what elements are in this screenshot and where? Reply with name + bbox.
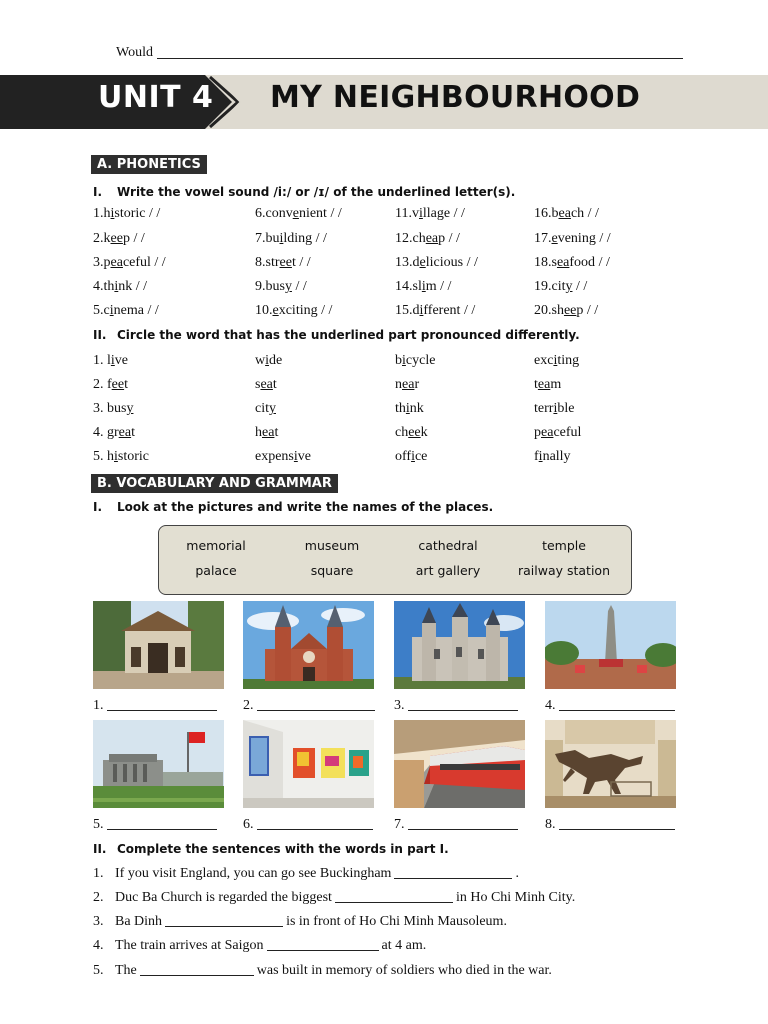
word-part: t	[274, 425, 279, 440]
item-number: 1.	[93, 353, 104, 368]
word-bank-word: art gallery	[415, 563, 481, 578]
word-part: / /	[583, 303, 599, 318]
task-number: I.	[93, 500, 103, 514]
underlined-letters: ea	[110, 255, 123, 270]
underlined-letters: i	[265, 353, 270, 368]
choice-word[interactable]	[395, 425, 428, 441]
word-part: b	[551, 206, 559, 221]
word-part: 17.	[534, 231, 552, 246]
word-part: p	[122, 231, 130, 246]
underlined-letters: i	[110, 206, 115, 221]
sentence-number: 5.	[93, 963, 104, 978]
word-part: t	[272, 377, 277, 392]
answer-blank[interactable]	[257, 816, 373, 830]
sentence-blank[interactable]	[165, 913, 283, 927]
word-part: ve	[297, 449, 311, 464]
underlined-letters: y	[284, 279, 292, 294]
word-part: r	[414, 377, 420, 392]
task-text: Look at the pictures and write the names of the places.	[117, 500, 494, 514]
picture-2-cathedral	[243, 601, 374, 689]
word-part: t	[131, 425, 135, 440]
choice-word[interactable]	[255, 377, 277, 393]
picture-answer-4	[545, 697, 675, 714]
word-part: ch	[395, 425, 409, 440]
choice-word[interactable]	[534, 353, 579, 369]
word-part: vening	[557, 231, 596, 246]
word-part: 11.	[395, 206, 412, 221]
choice-word[interactable]	[255, 425, 278, 441]
sentence-text-before: Ba Dinh	[115, 914, 163, 929]
sentence-number: 2.	[93, 890, 104, 905]
choice-word[interactable]	[93, 449, 149, 465]
task-number: I.	[93, 185, 103, 199]
item-number: 3.	[93, 401, 104, 416]
word-part: 2.	[93, 231, 104, 246]
underlined-letters: ea	[541, 425, 554, 440]
word-part: w	[255, 353, 266, 368]
vowel-item	[395, 279, 451, 295]
choice-word[interactable]	[534, 401, 574, 417]
word-part: b	[395, 353, 402, 368]
vowel-item	[395, 231, 460, 247]
top-prompt-line	[116, 44, 683, 61]
word-part: bus	[107, 401, 127, 416]
word-part: 7.	[255, 231, 266, 246]
word-part: ch	[412, 231, 426, 246]
sentence-text-after: at 4 am.	[381, 938, 427, 953]
sentence-text-before: The	[115, 963, 137, 978]
choice-word[interactable]	[255, 401, 276, 417]
word-part: m	[425, 279, 437, 294]
picture-answer-1	[93, 697, 217, 714]
word-part: bus	[265, 279, 285, 294]
word-part: th	[103, 279, 115, 294]
sentence-text-after: is in front of Ho Chi Minh Mausoleum.	[286, 914, 507, 929]
word-part: expens	[255, 449, 294, 464]
sentence-text-after: in Ho Chi Minh City.	[455, 890, 576, 905]
answer-blank[interactable]	[107, 697, 217, 711]
word-part: / /	[584, 206, 599, 221]
word-part: d	[412, 303, 420, 318]
word-part: lding	[283, 231, 313, 246]
underlined-letters: i	[411, 449, 415, 464]
underlined-letters: e	[292, 206, 299, 221]
word-part: 9.	[255, 279, 266, 294]
underlined-letters: ea	[537, 377, 551, 392]
vowel-item	[395, 255, 478, 271]
word-part: llage	[422, 206, 451, 221]
answer-number: 4.	[545, 698, 556, 713]
underlined-letters: i	[110, 353, 115, 368]
word-part: 3.	[93, 255, 104, 270]
sentence-item	[93, 865, 519, 882]
answer-blank[interactable]	[257, 697, 375, 711]
word-part: ce	[414, 449, 428, 464]
vowel-item	[93, 206, 160, 222]
word-part: cycle	[405, 353, 436, 368]
word-part: str	[265, 255, 280, 270]
word-part: h	[255, 425, 262, 440]
underlined-letters: ee	[110, 231, 123, 246]
answer-blank[interactable]	[559, 697, 675, 711]
word-part: m	[550, 377, 562, 392]
vowel-item	[255, 231, 327, 247]
word-part: sh	[551, 303, 564, 318]
word-part: 18.	[534, 255, 552, 270]
item-number: 2.	[93, 377, 104, 392]
word-part: gr	[107, 425, 119, 440]
answer-blank[interactable]	[408, 697, 518, 711]
word-part: t	[534, 377, 538, 392]
word-part: / /	[295, 255, 311, 270]
underlined-letters: i	[279, 231, 284, 246]
word-bank-word: cathedral	[418, 538, 478, 553]
sentence-blank[interactable]	[394, 865, 512, 879]
underlined-letters: i	[421, 279, 426, 294]
word-part: k	[103, 231, 111, 246]
underlined-letters: ea	[260, 377, 273, 392]
underlined-letters: i	[419, 303, 424, 318]
sentence-text-before: If you visit England, you can go see Buckingham	[115, 866, 392, 881]
answer-number: 7.	[394, 817, 405, 832]
underlined-letters: ea	[402, 377, 415, 392]
word-part: ceful	[553, 425, 582, 440]
word-part: / /	[150, 255, 166, 270]
vowel-item	[93, 303, 159, 319]
word-part: / /	[145, 206, 161, 221]
word-part: 20.	[534, 303, 552, 318]
word-part: / /	[436, 279, 452, 294]
word-part: ting	[557, 353, 580, 368]
vowel-item	[93, 279, 147, 295]
sentence-text-after: was built in memory of soldiers who died in the war.	[256, 963, 552, 978]
choice-word[interactable]	[395, 353, 435, 369]
sentence-text-before: The train arrives at Saigon	[115, 938, 264, 953]
sentence-number: 3.	[93, 914, 104, 929]
phonetics-task-2-instruction	[93, 328, 580, 342]
word-part: h	[103, 206, 111, 221]
word-part: / /	[143, 303, 159, 318]
picture-answer-6	[243, 816, 373, 833]
picture-answer-3	[394, 697, 518, 714]
word-part: licious	[425, 255, 464, 270]
underlined-letters: i	[553, 353, 558, 368]
word-part: 6.	[255, 206, 266, 221]
word-part: / /	[463, 255, 478, 270]
word-part: 4.	[93, 279, 104, 294]
underlined-letters: y	[269, 401, 276, 416]
vowel-item	[395, 206, 465, 222]
word-part: f	[534, 449, 539, 464]
underlined-letters: ea	[425, 231, 439, 246]
word-part: 16.	[534, 206, 552, 221]
word-part: p	[576, 303, 584, 318]
word-part: l	[107, 353, 111, 368]
word-part: 12.	[395, 231, 413, 246]
word-bank-box	[158, 525, 632, 595]
vowel-item	[534, 303, 598, 319]
word-part: / /	[572, 279, 588, 294]
choice-word[interactable]	[93, 353, 128, 369]
underlined-letters: ea	[558, 206, 571, 221]
word-part: conv	[265, 206, 293, 221]
word-part: p	[534, 425, 541, 440]
section-b-label: B. VOCABULARY AND GRAMMAR	[91, 474, 338, 493]
word-part: / /	[326, 206, 342, 221]
underlined-letters: ee	[279, 255, 292, 270]
sentence-blank[interactable]	[335, 889, 453, 903]
underlined-letters: ee	[563, 303, 577, 318]
vowel-item	[255, 303, 332, 319]
vocab-task-1-instruction	[93, 500, 493, 514]
vowel-item	[395, 303, 475, 319]
choice-word[interactable]	[395, 401, 424, 417]
underlined-letters: e	[551, 231, 558, 246]
sentence-blank[interactable]	[267, 937, 379, 951]
word-part: ve	[114, 353, 128, 368]
vowel-item	[93, 231, 145, 247]
word-part: ble	[557, 401, 575, 416]
word-part: / /	[450, 206, 465, 221]
word-bank-word: memorial	[186, 538, 246, 553]
word-part: storic	[117, 449, 149, 464]
answer-number: 1.	[93, 698, 104, 713]
sentence-text-after: .	[515, 866, 519, 881]
underlined-letters: ee	[408, 425, 421, 440]
word-part: / /	[445, 231, 460, 246]
word-bank-word: temple	[542, 538, 586, 553]
top-prompt-label: Would	[116, 45, 153, 60]
word-part: fferent	[423, 303, 461, 318]
word-part: f	[107, 377, 112, 392]
choice-word[interactable]	[93, 377, 128, 393]
word-part: 13.	[395, 255, 413, 270]
word-part: h	[107, 449, 114, 464]
sentence-item	[93, 913, 507, 930]
underlined-letters: i	[114, 449, 118, 464]
word-part: v	[411, 206, 419, 221]
item-number: 5.	[93, 449, 104, 464]
word-part: s	[551, 255, 557, 270]
picture-8-museum	[545, 720, 676, 808]
word-part: p	[438, 231, 446, 246]
word-part: 1.	[93, 206, 104, 221]
choice-word[interactable]	[395, 449, 427, 465]
choice-word[interactable]	[534, 425, 581, 441]
picture-7-railway-station	[394, 720, 525, 808]
word-part: / /	[312, 231, 327, 246]
choice-word[interactable]	[395, 377, 419, 393]
answer-blank[interactable]	[107, 816, 217, 830]
sentence-item	[93, 937, 426, 954]
picture-4-memorial	[545, 601, 676, 689]
underlined-letters: i	[114, 279, 119, 294]
vowel-item	[534, 206, 599, 222]
word-part: d	[412, 255, 420, 270]
answer-blank[interactable]	[408, 816, 518, 830]
answer-number: 3.	[394, 698, 405, 713]
word-part: / /	[317, 303, 333, 318]
word-part: n	[395, 377, 402, 392]
underlined-letters: y	[126, 401, 134, 416]
word-part: 19.	[534, 279, 552, 294]
word-part: p	[103, 255, 111, 270]
vowel-item	[255, 279, 307, 295]
task-text: Circle the word that has the underlined part pronounced differently.	[117, 328, 580, 342]
underlined-letters: i	[553, 401, 558, 416]
word-part: nk	[118, 279, 133, 294]
sentence-number: 1.	[93, 866, 104, 881]
answer-blank[interactable]	[559, 816, 675, 830]
page-title: MY NEIGHBOURHOOD	[270, 80, 641, 115]
underlined-letters: i	[293, 449, 298, 464]
word-part: k	[420, 425, 428, 440]
word-bank-word: railway station	[517, 563, 611, 578]
unit-label: UNIT 4	[98, 80, 214, 115]
word-part: storic	[114, 206, 146, 221]
sentence-item	[93, 889, 575, 906]
vowel-item	[534, 255, 610, 271]
vowel-item	[534, 231, 611, 247]
top-answer-blank[interactable]	[157, 44, 683, 59]
word-part: 14.	[395, 279, 413, 294]
underlined-letters: e	[272, 303, 279, 318]
underlined-letters: e	[419, 255, 426, 270]
word-part: t	[291, 255, 296, 270]
choice-word[interactable]	[534, 377, 561, 393]
word-part: s	[255, 377, 261, 392]
item-number: 4.	[93, 425, 104, 440]
word-part: / /	[460, 303, 476, 318]
word-part: off	[395, 449, 412, 464]
answer-number: 5.	[93, 817, 104, 832]
word-part: food	[569, 255, 596, 270]
answer-number: 8.	[545, 817, 556, 832]
picture-5-square	[93, 720, 224, 808]
phonetics-task-1-instruction	[93, 185, 515, 199]
word-part: / /	[595, 231, 611, 246]
word-part: / /	[129, 231, 145, 246]
choice-word[interactable]	[93, 401, 133, 417]
underlined-letters: ea	[262, 425, 275, 440]
word-part: th	[395, 401, 406, 416]
word-part: nally	[542, 449, 571, 464]
word-part: / /	[595, 255, 610, 270]
choice-word[interactable]	[93, 425, 135, 441]
word-bank-word: museum	[304, 538, 360, 553]
sentence-blank[interactable]	[140, 962, 254, 976]
word-part: sl	[412, 279, 422, 294]
word-bank-word: square	[310, 563, 354, 578]
word-part: bu	[265, 231, 280, 246]
word-part: terr	[534, 401, 554, 416]
underlined-letters: y	[565, 279, 573, 294]
underlined-letters: i	[405, 401, 410, 416]
vowel-item	[255, 255, 311, 271]
vocab-task-2-instruction	[93, 842, 449, 856]
word-part: ch	[570, 206, 585, 221]
task-text: Write the vowel sound /i:/ or /ɪ/ of the underlined letter(s).	[117, 185, 516, 199]
word-part: exc	[534, 353, 554, 368]
choice-word[interactable]	[255, 353, 282, 369]
sentence-item	[93, 962, 552, 979]
choice-word[interactable]	[255, 449, 311, 465]
word-part: nema	[113, 303, 144, 318]
picture-answer-2	[243, 697, 375, 714]
underlined-letters: ea	[556, 255, 570, 270]
picture-answer-8	[545, 816, 675, 833]
word-part: nk	[409, 401, 424, 416]
sentence-number: 4.	[93, 938, 104, 953]
word-part: / /	[291, 279, 307, 294]
word-part: cit	[551, 279, 566, 294]
picture-6-art-gallery	[243, 720, 374, 808]
word-part: cit	[255, 401, 269, 416]
vowel-item	[534, 279, 587, 295]
section-a-label: A. PHONETICS	[91, 155, 207, 174]
task-number: II.	[93, 328, 107, 342]
underlined-letters: ee	[111, 377, 125, 392]
vowel-item	[93, 255, 166, 271]
picture-answer-7	[394, 816, 518, 833]
underlined-letters: ea	[118, 425, 132, 440]
word-part: t	[124, 377, 128, 392]
word-part: 8.	[255, 255, 266, 270]
underlined-letters: i	[402, 353, 406, 368]
word-part: ceful	[122, 255, 151, 270]
choice-word[interactable]	[534, 449, 571, 465]
word-part: de	[269, 353, 283, 368]
underlined-letters: i	[538, 449, 543, 464]
vowel-item	[255, 206, 342, 222]
word-bank-word: palace	[195, 563, 237, 578]
picture-answer-5	[93, 816, 217, 833]
picture-1-temple	[93, 601, 224, 689]
underlined-letters: i	[418, 206, 423, 221]
word-part: 10.	[255, 303, 273, 318]
word-part: c	[103, 303, 110, 318]
picture-3-palace	[394, 601, 525, 689]
task-number: II.	[93, 842, 107, 856]
task-text: Complete the sentences with the words in part I.	[117, 842, 449, 856]
underlined-letters: i	[109, 303, 114, 318]
answer-number: 6.	[243, 817, 254, 832]
word-part: / /	[132, 279, 148, 294]
word-part: nient	[298, 206, 327, 221]
word-part: 5.	[93, 303, 104, 318]
sentence-text-before: Duc Ba Church is regarded the biggest	[115, 890, 332, 905]
answer-number: 2.	[243, 698, 254, 713]
word-part: 15.	[395, 303, 413, 318]
word-part: xciting	[278, 303, 318, 318]
